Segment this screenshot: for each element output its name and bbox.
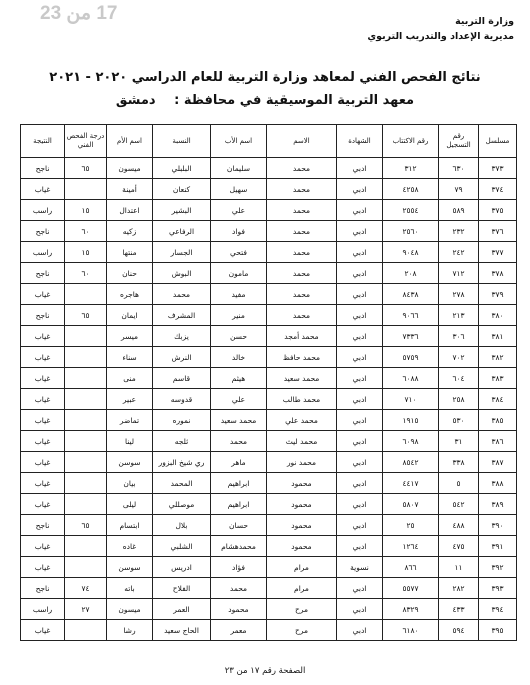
table-row: [21, 326, 517, 347]
table-cell: ابراهيم: [211, 494, 267, 515]
table-cell: محمدهشام: [211, 536, 267, 557]
table-cell: محمد: [267, 158, 337, 179]
table-cell: ٥٤٢: [439, 494, 479, 515]
table-cell: ادريس: [153, 557, 211, 578]
table-cell: ٧٤: [65, 578, 107, 599]
table-cell: محمد: [267, 263, 337, 284]
table-cell: سوسن: [107, 452, 153, 473]
table-cell: ٦٥: [65, 515, 107, 536]
table-cell: ١٢٦٤: [383, 536, 439, 557]
table-cell: محمود: [267, 473, 337, 494]
table-cell: هيثم: [211, 368, 267, 389]
table-cell: ادبي: [337, 200, 383, 221]
table-cell: غياب: [21, 179, 65, 200]
table-cell: ٢١٣: [439, 305, 479, 326]
table-cell: محمد أمجد: [267, 326, 337, 347]
table-cell: محمود: [211, 599, 267, 620]
table-cell: مرام: [267, 578, 337, 599]
table-row: [21, 536, 517, 557]
table-cell: محمد سعيد: [211, 410, 267, 431]
table-cell: ٨٦٦: [383, 557, 439, 578]
table-cell: ٣٨٣: [479, 368, 517, 389]
table-cell: هاجره: [107, 284, 153, 305]
table-cell: غياب: [21, 494, 65, 515]
table-cell: فتحي: [211, 242, 267, 263]
table-cell: ادبي: [337, 368, 383, 389]
table-cell: ٢٥٨: [439, 389, 479, 410]
table-cell: المشرف: [153, 305, 211, 326]
table-cell: [65, 494, 107, 515]
column-header: مسلسل: [479, 125, 517, 158]
table-cell: سوسن: [107, 557, 153, 578]
table-cell: [65, 410, 107, 431]
table-cell: علي: [211, 389, 267, 410]
table-cell: منى: [107, 368, 153, 389]
table-cell: الجسار: [153, 242, 211, 263]
table-cell: [65, 326, 107, 347]
table-cell: ٢٨٢: [439, 578, 479, 599]
table-cell: ٢٣٢: [439, 221, 479, 242]
table-cell: ابتسام: [107, 515, 153, 536]
table-cell: غياب: [21, 284, 65, 305]
table-cell: اعتدال: [107, 200, 153, 221]
table-cell: غياب: [21, 452, 65, 473]
table-cell: راسب: [21, 242, 65, 263]
table-cell: ادبي: [337, 578, 383, 599]
table-cell: [65, 368, 107, 389]
page-footer: الصفحة رقم ١٧ من ٢٣: [224, 666, 306, 676]
table-cell: [65, 452, 107, 473]
table-cell: منير: [211, 305, 267, 326]
table-cell: خالد: [211, 347, 267, 368]
table-cell: ماهر: [211, 452, 267, 473]
table-cell: ٣٧٥: [479, 200, 517, 221]
column-header: الاسم: [267, 125, 337, 158]
table-cell: محمود: [267, 515, 337, 536]
table-cell: محمد: [211, 578, 267, 599]
table-cell: ١٥: [65, 200, 107, 221]
table-cell: راسب: [21, 599, 65, 620]
table-cell: ٦١٨٠: [383, 620, 439, 641]
table-cell: نسوية: [337, 557, 383, 578]
table-cell: ٦٥: [65, 305, 107, 326]
table-cell: سليمان: [211, 158, 267, 179]
table-cell: ٥٩٤: [439, 620, 479, 641]
table-cell: ٧٠٢: [439, 347, 479, 368]
table-cell: ناجح: [21, 578, 65, 599]
table-cell: ادبي: [337, 536, 383, 557]
city-name: دمشق: [115, 93, 156, 108]
table-cell: ٧٣٣٦: [383, 326, 439, 347]
table-cell: غياب: [21, 410, 65, 431]
table-cell: [65, 473, 107, 494]
table-cell: مرام: [267, 557, 337, 578]
table-cell: بيان: [107, 473, 153, 494]
table-row: [21, 389, 517, 410]
table-cell: ليلى: [107, 494, 153, 515]
table-cell: علي: [211, 200, 267, 221]
table-cell: ٢٠٨: [383, 263, 439, 284]
table-cell: راسب: [21, 200, 65, 221]
table-cell: ٤٨٨: [439, 515, 479, 536]
table-cell: ٥٣٠: [439, 410, 479, 431]
table-cell: ٣٨٩: [479, 494, 517, 515]
table-cell: ٣٧٦: [479, 221, 517, 242]
table-cell: الشلبي: [153, 536, 211, 557]
table-cell: يزبك: [153, 326, 211, 347]
table-cell: ادبي: [337, 389, 383, 410]
table-cell: ادبي: [337, 515, 383, 536]
table-cell: ادبي: [337, 263, 383, 284]
table-cell: [65, 389, 107, 410]
table-row: [21, 620, 517, 641]
table-cell: ٧١٢: [439, 263, 479, 284]
table-cell: ادبي: [337, 494, 383, 515]
column-header: اسم الأب: [211, 125, 267, 158]
table-cell: فواد: [211, 221, 267, 242]
table-cell: ٣١: [439, 431, 479, 452]
table-cell: ادبي: [337, 158, 383, 179]
table-cell: ٦٣٠: [439, 158, 479, 179]
table-cell: غياب: [21, 620, 65, 641]
page-title: نتائج الفحص الفني لمعاهد وزارة التربية للعام الدراسي ٢٠٢٠ - ٢٠٢١: [49, 70, 481, 85]
table-cell: البلبلي: [153, 158, 211, 179]
column-header: درجة الفحص الفني: [65, 125, 107, 158]
table-cell: ٣٩٠: [479, 515, 517, 536]
table-cell: قاسم: [153, 368, 211, 389]
table-cell: ميسون: [107, 158, 153, 179]
table-cell: المحمد: [153, 473, 211, 494]
table-cell: محمد: [153, 284, 211, 305]
table-row: [21, 515, 517, 536]
table-cell: غياب: [21, 536, 65, 557]
table-row: [21, 284, 517, 305]
table-cell: عبير: [107, 389, 153, 410]
table-cell: ادبي: [337, 620, 383, 641]
table-cell: ري شيخ البزور: [153, 452, 211, 473]
table-cell: ١٥: [65, 242, 107, 263]
table-cell: ادبي: [337, 242, 383, 263]
table-cell: ادبي: [337, 305, 383, 326]
table-cell: ٣٨٠: [479, 305, 517, 326]
table-cell: ٣١٢: [383, 158, 439, 179]
table-cell: ٧١٠: [383, 389, 439, 410]
table-cell: محمد سعيد: [267, 368, 337, 389]
table-cell: ٣٩٥: [479, 620, 517, 641]
table-cell: تماضر: [107, 410, 153, 431]
table-cell: مرح: [267, 620, 337, 641]
table-cell: مامون: [211, 263, 267, 284]
table-row: [21, 263, 517, 284]
table-cell: البوش: [153, 263, 211, 284]
table-cell: ادبي: [337, 347, 383, 368]
table-cell: ٦٠٤: [439, 368, 479, 389]
table-cell: [65, 284, 107, 305]
table-cell: ٥٨٩: [439, 200, 479, 221]
table-cell: ناجح: [21, 221, 65, 242]
table-cell: ٣٧٧: [479, 242, 517, 263]
table-cell: معمر: [211, 620, 267, 641]
table-cell: مرح: [267, 599, 337, 620]
table-cell: غياب: [21, 326, 65, 347]
table-cell: غياب: [21, 389, 65, 410]
table-cell: ٣٨٧: [479, 452, 517, 473]
table-cell: ادبي: [337, 431, 383, 452]
table-row: [21, 179, 517, 200]
table-cell: محمد: [267, 242, 337, 263]
table-cell: ٣٨٦: [479, 431, 517, 452]
table-row: [21, 221, 517, 242]
table-cell: ٣٩١: [479, 536, 517, 557]
table-cell: ٣٧٣: [479, 158, 517, 179]
table-cell: غياب: [21, 347, 65, 368]
table-cell: ايمان: [107, 305, 153, 326]
table-cell: ٣٨١: [479, 326, 517, 347]
table-cell: البشير: [153, 200, 211, 221]
table-cell: [65, 557, 107, 578]
table-cell: ادبي: [337, 452, 383, 473]
table-cell: ٢٧٨: [439, 284, 479, 305]
table-cell: [65, 620, 107, 641]
table-cell: مفيد: [211, 284, 267, 305]
institute-label: معهد التربية الموسيقية في محافظة :: [174, 93, 415, 108]
table-row: [21, 599, 517, 620]
table-cell: الفلاح: [153, 578, 211, 599]
table-cell: رشا: [107, 620, 153, 641]
table-cell: ٣٣٨: [439, 452, 479, 473]
table-cell: غياب: [21, 557, 65, 578]
table-cell: ٦٠٨٨: [383, 368, 439, 389]
table-cell: ٧٩: [439, 179, 479, 200]
results-table: [20, 124, 517, 641]
table-cell: ٥٥٧٧: [383, 578, 439, 599]
table-cell: غياب: [21, 368, 65, 389]
column-header: النتيجة: [21, 125, 65, 158]
table-row: [21, 431, 517, 452]
table-cell: حسن: [211, 326, 267, 347]
table-cell: ٤٣٣: [439, 599, 479, 620]
table-cell: سناء: [107, 347, 153, 368]
table-cell: غياب: [21, 431, 65, 452]
table-cell: ٥٨٠٧: [383, 494, 439, 515]
table-cell: العمر: [153, 599, 211, 620]
table-cell: ادبي: [337, 473, 383, 494]
table-cell: قدوسه: [153, 389, 211, 410]
table-cell: محمد: [267, 200, 337, 221]
column-header: النسبة: [153, 125, 211, 158]
table-cell: ٤٢٥٨: [383, 179, 439, 200]
table-cell: [65, 431, 107, 452]
table-cell: ٨٤٣٨: [383, 284, 439, 305]
table-row: [21, 473, 517, 494]
table-cell: ميسون: [107, 599, 153, 620]
table-cell: محمود: [267, 536, 337, 557]
table-cell: بلال: [153, 515, 211, 536]
table-cell: حسان: [211, 515, 267, 536]
table-cell: ٩٠٤٨: [383, 242, 439, 263]
table-cell: أمينة: [107, 179, 153, 200]
table-cell: [65, 347, 107, 368]
letterhead: [367, 14, 514, 44]
table-cell: ٦٠٩٨: [383, 431, 439, 452]
table-cell: ابراهيم: [211, 473, 267, 494]
table-cell: ادبي: [337, 284, 383, 305]
table-cell: محمد طالب: [267, 389, 337, 410]
table-cell: [65, 179, 107, 200]
table-cell: محمود: [267, 494, 337, 515]
table-row: [21, 410, 517, 431]
table-row: [21, 578, 517, 599]
table-cell: محمد ليث: [267, 431, 337, 452]
table-cell: ٢٤٢: [439, 242, 479, 263]
table-cell: منتها: [107, 242, 153, 263]
table-cell: ١١: [439, 557, 479, 578]
table-cell: ٣٧٨: [479, 263, 517, 284]
table-cell: ١٩١٥: [383, 410, 439, 431]
table-cell: ٥: [439, 473, 479, 494]
table-cell: ٣٧٤: [479, 179, 517, 200]
table-cell: غياب: [21, 473, 65, 494]
table-row: [21, 200, 517, 221]
table-cell: ٨٥٤٢: [383, 452, 439, 473]
table-cell: ناجح: [21, 515, 65, 536]
table-cell: نموره: [153, 410, 211, 431]
table-cell: [65, 536, 107, 557]
table-cell: موصللي: [153, 494, 211, 515]
table-cell: ٣٧٩: [479, 284, 517, 305]
table-cell: ٦٠: [65, 221, 107, 242]
table-cell: ٦٥: [65, 158, 107, 179]
table-cell: لينا: [107, 431, 153, 452]
table-cell: ٢٥٥٤: [383, 200, 439, 221]
table-row: [21, 242, 517, 263]
table-cell: ناجح: [21, 305, 65, 326]
table-cell: ادبي: [337, 326, 383, 347]
table-cell: الحاج سعيد: [153, 620, 211, 641]
column-header: رقم الاكتتاب: [383, 125, 439, 158]
table-cell: ادبي: [337, 179, 383, 200]
table-cell: محمد: [211, 431, 267, 452]
table-cell: ٣٩٢: [479, 557, 517, 578]
table-header-row: [21, 125, 517, 158]
table-cell: محمد: [267, 305, 337, 326]
table-cell: ادبي: [337, 410, 383, 431]
table-cell: محمد: [267, 221, 337, 242]
table-cell: ٢٥٦٠: [383, 221, 439, 242]
table-cell: النرش: [153, 347, 211, 368]
table-cell: ٣٩٣: [479, 578, 517, 599]
ministry-name: وزارة التربية: [455, 16, 514, 27]
table-cell: ٢٧: [65, 599, 107, 620]
table-row: [21, 158, 517, 179]
table-cell: كنعان: [153, 179, 211, 200]
page-counter: 17 من 23: [40, 3, 118, 24]
table-cell: ٣٠٦: [439, 326, 479, 347]
table-cell: ٩٠٦٦: [383, 305, 439, 326]
table-cell: محمد: [267, 179, 337, 200]
table-cell: ادبي: [337, 221, 383, 242]
table-row: [21, 494, 517, 515]
table-cell: ٦٠: [65, 263, 107, 284]
table-cell: سهيل: [211, 179, 267, 200]
table-cell: محمد: [267, 284, 337, 305]
table-cell: ٤٤١٧: [383, 473, 439, 494]
table-cell: الرفاعي: [153, 221, 211, 242]
table-cell: حنان: [107, 263, 153, 284]
table-row: [21, 452, 517, 473]
table-row: [21, 305, 517, 326]
table-cell: ٥٧٥٩: [383, 347, 439, 368]
table-row: [21, 368, 517, 389]
table-cell: محمد نور: [267, 452, 337, 473]
table-row: [21, 347, 517, 368]
table-cell: ٣٨٢: [479, 347, 517, 368]
table-cell: ٤٧٥: [439, 536, 479, 557]
table-cell: ٣٨٤: [479, 389, 517, 410]
table-cell: ٣٩٤: [479, 599, 517, 620]
page-subtitle: [0, 93, 530, 108]
table-cell: زكيه: [107, 221, 153, 242]
column-header: رقم التسجيل: [439, 125, 479, 158]
table-cell: ٨٣٢٩: [383, 599, 439, 620]
table-cell: ميسر: [107, 326, 153, 347]
table-cell: باته: [107, 578, 153, 599]
table-cell: محمد علي: [267, 410, 337, 431]
table-row: [21, 557, 517, 578]
table-cell: ناجح: [21, 263, 65, 284]
column-header: اسم الأم: [107, 125, 153, 158]
column-header: الشهادة: [337, 125, 383, 158]
table-cell: محمد حافظ: [267, 347, 337, 368]
table-cell: فؤاد: [211, 557, 267, 578]
table-cell: غاده: [107, 536, 153, 557]
table-cell: ثلجه: [153, 431, 211, 452]
table-cell: ٣٨٨: [479, 473, 517, 494]
table-cell: ٢٥: [383, 515, 439, 536]
directorate-name: مديرية الإعداد والتدريب التربوي: [367, 31, 514, 42]
table-cell: ادبي: [337, 599, 383, 620]
table-cell: ناجح: [21, 158, 65, 179]
table-cell: ٣٨٥: [479, 410, 517, 431]
